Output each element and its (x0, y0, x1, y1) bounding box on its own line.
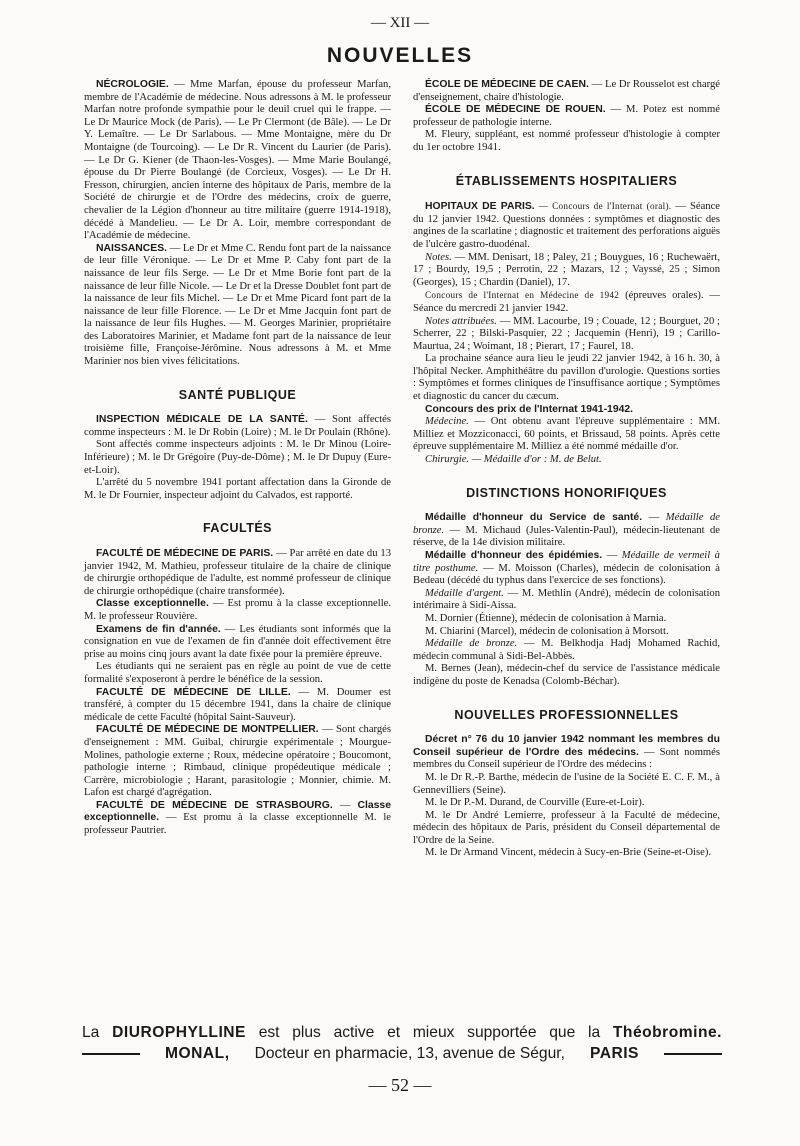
right-column (413, 79, 720, 860)
decret-paragraph: Décret n° 76 du 10 janvier 1942 nommant les membres du Conseil supérieur de l'Ordre des médecins. — Sont nommés membres du Conseil supérieur de l'Ordre des médecins : (413, 734, 720, 771)
medaille-bronze: Médaille de bronze. — M. Belkhodja Hadj Mohamed Rachid, médecin communal à Sidi-Bel-Abbès. (413, 638, 720, 662)
advert-paris: PARIS (589, 1045, 639, 1062)
lemierre-entry: M. le Dr André Lemierre, professeur à la Faculté de médecine, médecin des hôpitaux de Paris, président du Conseil départemental de l'Ordre de la Seine. (413, 809, 720, 846)
section-heading-distinctions: DISTINCTIONS HONORIFIQUES (466, 485, 667, 500)
advert-line-1: La DIUROPHYLLINE est plus active et mieux supportée que la Théobromine. (82, 1024, 722, 1041)
notes-attribuees-paragraph: Notes attribuées. — MM. Lacourbe, 19 ; Couade, 12 ; Bourguet, 20 ; Scherrer, 22 ; Bilski-Pasquier, 22 ; Jacquemin (Henri), 19 ; Carillo-Maurtua, 24 ; Woimant, 18 ; Pierart, 17 ; Faurel, 18. (413, 315, 720, 352)
naissances-heading: NAISSANCES. (96, 242, 168, 254)
inspection-adjoints: Sont affectés comme inspecteurs adjoints : M. le Dr Minou (Loire-Inférieure) ; M. le Dr Grégoire (Puy-de-Dôme) ; M. le Dr Dupuy (Eure-et-Loir). (84, 439, 391, 476)
page-title: NOUVELLES (326, 44, 474, 67)
classe-exceptionnelle-paragraph: Classe exceptionnelle. — Est promu à la classe exceptionnelle. M. le professeur Rouvière. (84, 598, 391, 622)
barthe-entry: M. le Dr R.-P. Barthe, médecin de l'usine de la Société E. C. F. M., à Gennevilliers (Seine). (413, 771, 720, 796)
advert-theobromine: Théobromine. (612, 1024, 722, 1041)
necrologie-paragraph: NÉCROLOGIE. — Mme Marfan, épouse du professeur Marfan, membre de l'Académie de médecine. Nous adressons à M. le professeur Marfan notre profonde sympathie pour le deuil cruel qui le frappe. — Le Dr Maurice Mock (de Paris). — Le Pr Clermont (de Bâle). — Le Dr Y. Lemaître. — Le Dr Sarlabous. — Mme Montaigne, mère du Dr Montaigne (de Tourcoing). — Le Dr R. Vincent du Laurier (de Paris). — Le Dr G. Kiener (de Thaon-les-Vosges). — Mme Marie Boulangé, épouse du Dr Pierre Boulangé (de Corcieux, Vosges). — Le Dr H. Fresson, chirurgien, ancien interne des hôpitaux de Paris, membre de la Société de chirurgie et de l'Ordre des médecins, croix de guerre, chevalier de la Légion d'honneur au titre militaire (guerre 1914-1918), décédé à Mandelieu. — Le Dr A. Loir, membre correspondant de l'Académie de médecine. (84, 79, 391, 242)
examens-regle: Les étudiants qui ne seraient pas en règle au point de vue de cette formalité s'exposeront à perdre le bénéfice de la session. (84, 661, 391, 685)
examens-paragraph: Examens de fin d'année. — Les étudiants sont informés que la consignation en vue de l'examen de fin d'année doit effectivement être prise au moins cinq jours avant la date fixée pour la première épreuve. (84, 623, 391, 660)
advert-monal: MONAL, (165, 1045, 230, 1062)
necrologie-heading: NÉCROLOGIE. (96, 79, 169, 90)
advert-rule-left (82, 1053, 140, 1055)
prochaine-seance: La prochaine séance aura lieu le jeudi 22 janvier 1942, à 16 h. 30, à l'hôpital Necker. Amphithéâtre du pavillon d'urologie. Questions sorties : Symptômes et formes cliniques de l'insuffisance aortique ; Symptômes et diagnostic du cancer du cæcum. (413, 353, 720, 403)
ecole-rouen-paragraph: ÉCOLE DE MÉDECINE DE ROUEN. — M. Potez est nommé professeur de pathologie interne. (413, 104, 720, 128)
section-heading-sante-publique: SANTÉ PUBLIQUE (178, 387, 297, 402)
ecole-caen-paragraph: ÉCOLE DE MÉDECINE DE CAEN. — Le Dr Rousselot est chargé d'enseignement, chaire d'histologie. (413, 79, 720, 103)
chiarini-entry: M. Chiarini (Marcel), médecin de colonisation à Morsott. (425, 625, 669, 637)
notes-paragraph: Notes. — MM. Denisart, 18 ; Paley, 21 ; Bouygues, 16 ; Ruchewaërt, 17 ; Bourdy, 19,5 ; Perrotin, 22 ; Mazars, 12 ; Vayssé, 25 ; Simon (Georges), 15 ; Chardin (Daniel), 17. (413, 251, 720, 288)
inspection-paragraph: INSPECTION MÉDICALE DE LA SANTÉ. — Sont affectés comme inspecteurs : M. le Dr Robin (Loire) ; M. le Dr Poulain (Rhône). (84, 414, 392, 438)
page-roman-number: — XII — (370, 15, 430, 31)
medaille-argent: Médaille d'argent. — M. Methlin (André), médecin de colonisation intérimaire à Sidi-Aissa. (413, 587, 720, 612)
faculte-paris-paragraph: FACULTÉ DE MÉDECINE DE PARIS. — Par arrêté en date du 13 janvier 1942, M. Mathieu, professeur titulaire de la chaire de clinique de chirurgie orthopédique de l'adulte, est nommé professeur de clinique de chirurgie orthopédique (chaire transformée). (84, 548, 391, 597)
section-heading-nouvelles-professionnelles: NOUVELLES PROFESSIONNELLES (454, 707, 679, 722)
advert-line-2 (82, 1045, 722, 1063)
rouen-fleury: M. Fleury, suppléant, est nommé professeur d'histologie à compter du 1er octobre 1941. (413, 129, 720, 153)
medecine-paragraph: Médecine. — Ont obtenu avant l'épreuve supplémentaire : MM. Milliez et Mozziconacci, 60 points, et Brissaud, 58 points. Après cette épreuve supplémentaire M. Milliez a été nommé médaille d'or. (413, 416, 720, 453)
advert-rule-right (664, 1053, 722, 1055)
dornier-entry: M. Dornier (Étienne), médecin de colonisation à Marnia. (425, 612, 667, 624)
advert-brand: DIUROPHYLLINE (112, 1024, 246, 1041)
chirurgie-paragraph: Chirurgie. — Médaille d'or : M. de Belut. (425, 454, 602, 466)
inspection-arrete: L'arrêté du 5 novembre 1941 portant affectation dans la Gironde de M. le Dr Fournier, inspecteur adjoint du Calvados, est rapporté. (84, 477, 391, 501)
concours-prix-heading: Concours des prix de l'Internat 1941-1942. (425, 403, 634, 415)
faculte-lille-paragraph: FACULTÉ DE MÉDECINE DE LILLE. — M. Doumer est transféré, à compter du 15 décembre 1941, dans la chaire de clinique médicale de cette Faculté (hôpital Saint-Sauveur). (84, 686, 391, 723)
left-column (84, 79, 391, 838)
section-heading-etablissements: ÉTABLISSEMENTS HOSPITALIERS (455, 173, 678, 188)
medaille-service-sante: Médaille d'honneur du Service de santé. — Médaille de bronze. — M. Michaud (Jules-Valentin-Paul), médecin-lieutenant de réserve, de la 14e division militaire. (413, 512, 720, 549)
naissances-paragraph: NAISSANCES. — Le Dr et Mme C. Rendu font part de la naissance de leur fille Véronique. — Le Dr et Mme P. Caby font part de la naissance de leur fils Serge. — Le Dr et Mme Borie font part de la naissance de leur fille Nicole. — Le Dr et la Dresse Doublet font part de la naissance de leur fils Michel. — Le Dr et Mme Picard font part de la naissance de leur fille Florence. — Le Dr et Mme Jacquin font part de la naissance de leur fils Hughes. — M. Georges Marinier, propriétaire des Laboratoires Marinier, et Madame font part de la naissance de leur troisième fille, Françoise-Jérômine. Nous adressons à M. et Mme Marinier nos bien vives félicitations. (84, 242, 391, 368)
medaille-epidemies: Médaille d'honneur des épidémies. — Médaille de vermeil à titre posthume. — M. Moisson (Charles), médecin de colonisation à Bedeau (décédé du typhus dans l'exercice de ses fonctions). (413, 550, 720, 587)
bernes-entry: M. Bernes (Jean), médecin-chef du service de l'assistance médicale indigène du poste de Kenadsa (Colomb-Béchar). (413, 663, 720, 687)
durand-entry: M. le Dr P.-M. Durand, de Courville (Eure-et-Loir). (425, 797, 645, 809)
section-heading-facultes: FACULTÉS (202, 521, 273, 536)
faculte-strasbourg-paragraph: FACULTÉ DE MÉDECINE DE STRASBOURG. — Classe exceptionnelle. — Est promu à la classe exceptionnelle M. le professeur Pautrier. (84, 799, 391, 837)
hopitaux-paris-paragraph: HOPITAUX DE PARIS. — Concours de l'Internat (oral). — Séance du 12 janvier 1942. Questions données : symptômes et diagnostic des angines de la scarlatine ; diagnostic et traitement des perforations aiguës de l'ulcère gastro-duodénal. (413, 201, 720, 250)
page-folio: — 52 — (368, 1075, 432, 1095)
faculte-montpellier-paragraph: FACULTÉ DE MÉDECINE DE MONTPELLIER. — Sont chargés d'enseignement : MM. Guibal, chirurgie expérimentale ; Mourgue-Molines, pathologie externe ; Roux, médecine opératoire ; Boucomont, pathologie interne ; Rimbaud, clinique propédeutique médicale ; Carrère, microbiologie ; Harant, parasitologie ; Monnier, chimie. M. Lafon est chargé d'agrégation. (84, 724, 392, 799)
advert-address: Docteur en pharmacie, 13, avenue de Ségur, (254, 1045, 565, 1062)
concours-1942-paragraph: Concours de l'Internat en Médecine de 1942 (épreuves orales). — Séance du mercredi 21 janvier 1942. (413, 290, 721, 314)
vincent-entry: M. le Dr Armand Vincent, médecin à Sucy-en-Brie (Seine-et-Oise). (425, 847, 711, 859)
